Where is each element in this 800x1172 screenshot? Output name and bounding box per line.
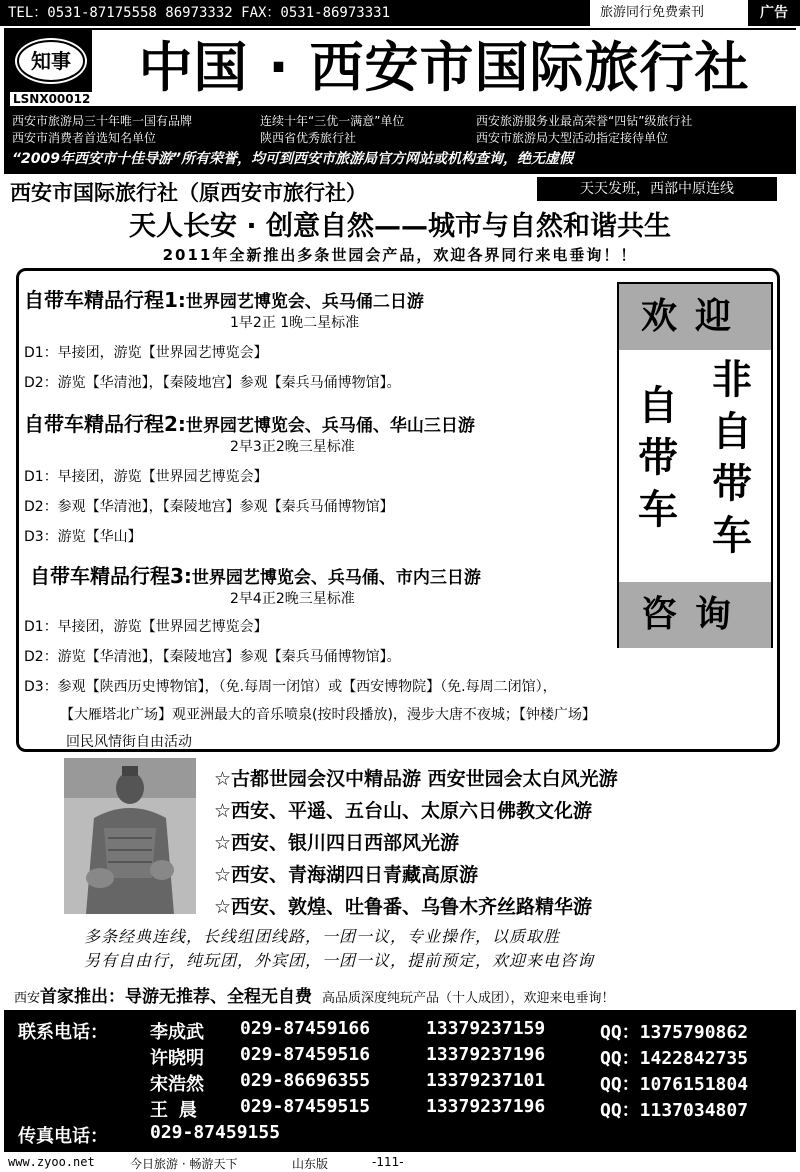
ad-badge: 广告 [748, 0, 800, 26]
license-number: LSNX00012 [10, 92, 93, 106]
contact-block [4, 1010, 796, 1152]
route-2-label: 自带车精品行程2: [24, 412, 186, 436]
contact-3-qq: QQ：1076151804 [600, 1074, 749, 1095]
route-2-title: 世界园艺博览会、兵马俑、华山三日游 [185, 416, 475, 436]
tour-item-3: ☆西安、银川四日西部风光游 [214, 832, 460, 854]
route-2-standard: 2早3正2晚三星标准 [230, 439, 355, 455]
contact-1-tel: 029-87459166 [240, 1018, 371, 1039]
route-3-day-1: D1：早接团，游览【世界园艺博览会】 [24, 619, 268, 635]
tour-item-2: ☆西安、平遥、五台山、太原六日佛教文化游 [214, 800, 593, 822]
contact-label: 联系电话： [18, 1022, 108, 1043]
fax-number: 029-87459155 [150, 1122, 281, 1143]
terracotta-warrior-image [64, 758, 196, 914]
honor-quote: “2009年西安市十佳导游”所有荣誉，均可到西安市旅游局官方网站或机构查询，绝无虚假 [12, 151, 573, 167]
route-3-day-2: D2：游览【华清池】，【秦陵地宫】参观【秦兵马俑博物馆】。 [24, 649, 401, 665]
first-prefix: 西安 [14, 991, 41, 1006]
top-bar [0, 0, 800, 26]
route-2-day-1: D1：早接团，游览【世界园艺博览会】 [24, 469, 268, 485]
route-3-label: 自带车精品行程3: [30, 564, 192, 588]
first-em1: 首家推出： [40, 987, 126, 1007]
tour-item-1: ☆古都世园会汉中精品游 西安世园会太白风光游 [214, 768, 618, 790]
contact-2-mobile: 13379237196 [426, 1044, 546, 1065]
route-3-heading [30, 560, 481, 589]
footer-site: www.zyoo.net [8, 1155, 95, 1169]
welcome-bottom: 咨询 [619, 582, 771, 648]
route-2-heading [24, 408, 475, 437]
script-line-2: 另有自由行，纯玩团，外宾团，一团一议，提前预定，欢迎来电咨询 [84, 951, 595, 970]
contact-2-name: 许晓明 [150, 1048, 204, 1069]
contact-3-mobile: 13379237101 [426, 1070, 546, 1091]
contact-1-name: 李成武 [150, 1022, 204, 1043]
contact-4-qq: QQ：1137034807 [600, 1100, 749, 1121]
route-1-day-1: D1：早接团，游览【世界园艺博览会】 [24, 345, 268, 361]
tour-item-4: ☆西安、青海湖四日青藏高原游 [214, 864, 479, 886]
tour-item-5: ☆西安、敦煌、吐鲁番、乌鲁木齐丝路精华游 [214, 896, 593, 918]
welcome-top: 欢迎 [619, 284, 771, 350]
route-3-day-3-end: 回民风情街自由活动 [66, 734, 192, 750]
top-index: 旅游同行免费索刊 [600, 5, 705, 20]
route-3-standard: 2早4正2晚三星标准 [230, 591, 355, 607]
contact-3-name: 宋浩然 [150, 1074, 204, 1095]
slogan-sub: 2011年全新推出多条世园会产品，欢迎各界同行来电垂询！！ [162, 246, 638, 264]
first-tail: 高品质深度纯玩产品（十人成团），欢迎来电垂询！ [322, 991, 615, 1006]
first-em2: 导游无推荐、全程无自费 [125, 987, 313, 1007]
route-1-standard: 1早2正 1晚二星标准 [230, 315, 360, 331]
logo-icon [15, 38, 87, 84]
contact-1-qq: QQ：1375790862 [600, 1022, 749, 1043]
route-1-heading [24, 284, 424, 313]
agency-title: 中国 · 西安市国际旅行社 [92, 30, 796, 106]
contact-2-tel: 029-87459516 [240, 1044, 371, 1065]
route-1-day-2: D2：游览【华清池】，【秦陵地宫】参观【秦兵马俑博物馆】。 [24, 375, 401, 391]
footer-edition: 山东版 [292, 1157, 329, 1171]
daily-badge: 天天发班，西部中原连线 [537, 177, 777, 201]
slogan: 天人长安 · 创意自然——城市与自然和谐共生 [128, 211, 672, 242]
route-1-label: 自带车精品行程1: [24, 288, 186, 312]
honor-3: 西安旅游服务业最高荣誉“四钻”级旅行社 [476, 114, 693, 128]
first-launch-line [14, 982, 615, 1007]
honor-4: 西安市消费者首选知名单位 [12, 131, 157, 145]
script-line-1: 多条经典连线，长线组团线路，一团一议，专业操作，以质取胜 [84, 927, 561, 946]
contact-4-name: 王 晨 [150, 1100, 197, 1121]
logo [12, 35, 90, 87]
top-contact: TEL：0531-87175558 86973332 FAX：0531-86973331 [0, 0, 590, 26]
contact-1-mobile: 13379237159 [426, 1018, 546, 1039]
route-2-day-2: D2：参观【华清池】，【秦陵地宫】参观【秦兵马俑博物馆】 [24, 499, 394, 515]
header-block [4, 28, 796, 174]
agency-subtitle: 西安市国际旅行社（原西安市旅行社） [10, 181, 367, 205]
warrior-figure [64, 758, 196, 914]
welcome-self-drive: 自带车 [638, 383, 678, 533]
fax-label: 传真电话： [18, 1126, 108, 1147]
footer-slogan: 今日旅游 · 畅游天下 [130, 1157, 238, 1171]
contact-4-tel: 029-87459515 [240, 1096, 371, 1117]
contact-2-qq: QQ：1422842735 [600, 1048, 749, 1069]
route-2-day-3: D3：游览【华山】 [24, 529, 142, 545]
svg-text:知事: 知事 [31, 49, 71, 73]
footer [0, 1153, 800, 1172]
page-number: -111- [372, 1155, 404, 1169]
honor-1: 西安市旅游局三十年唯一国有品牌 [12, 114, 193, 128]
contact-3-tel: 029-86696355 [240, 1070, 371, 1091]
welcome-panel [617, 282, 773, 648]
honor-2: 连续十年“三优一满意”单位 [260, 114, 405, 128]
route-3-day-3: D3：参观【陕西历史博物馆】，（免.每周一闭馆）或【西安博物院】（免.每周二闭馆）， [24, 679, 557, 695]
honor-6: 西安市旅游局大型活动指定接待单位 [476, 131, 669, 145]
welcome-non-self-drive: 非自带车 [712, 357, 752, 559]
route-3-title: 世界园艺博览会、兵马俑、市内三日游 [191, 568, 481, 588]
contact-4-mobile: 13379237196 [426, 1096, 546, 1117]
route-3-day-3-cont: 【大雁塔北广场】观亚洲最大的音乐喷泉(按时段播放)，漫步大唐不夜城；【钟楼广场】 [60, 707, 596, 723]
honor-5: 陕西省优秀旅行社 [260, 131, 357, 145]
route-1-title: 世界园艺博览会、兵马俑二日游 [185, 292, 424, 312]
